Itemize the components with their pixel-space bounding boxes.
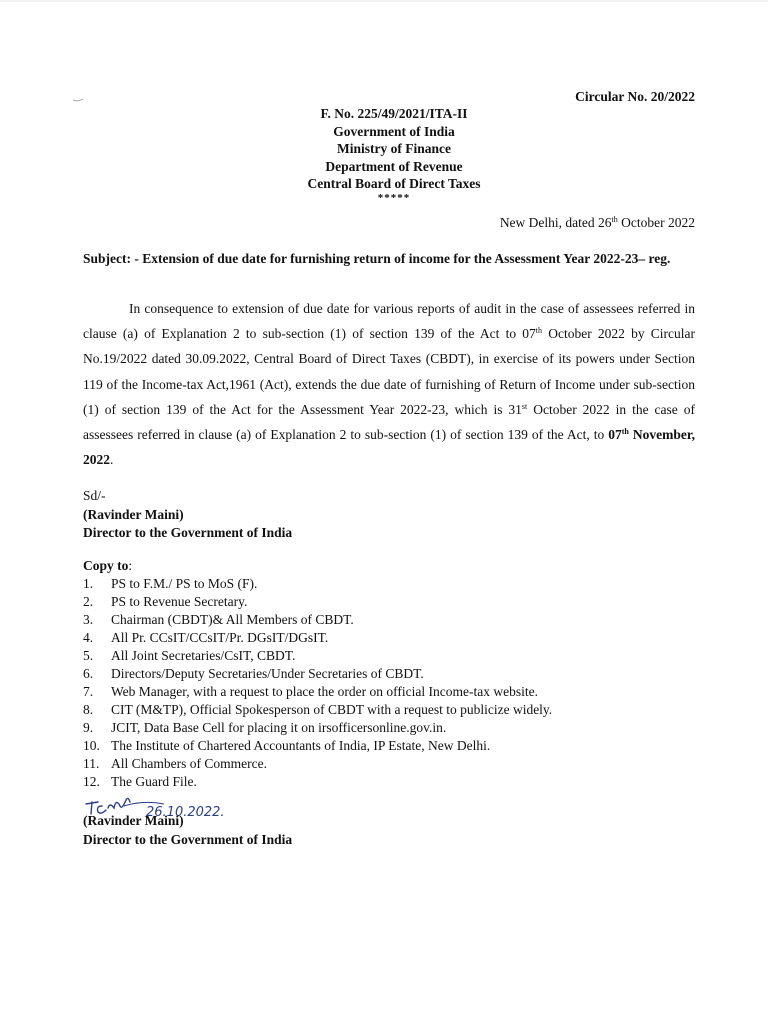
- copy-to-section: [83, 557, 552, 791]
- list-item: [83, 737, 552, 755]
- board-name: Central Board of Direct Taxes: [307, 176, 481, 191]
- list-item: [83, 701, 552, 719]
- item-text: The Guard File.: [111, 774, 197, 789]
- dated-suffix: October 2022: [617, 215, 695, 230]
- list-item: [83, 611, 552, 629]
- circular-number: Circular No. 20/2022: [575, 89, 695, 104]
- body-text-1: In consequence to extension of due date for various reports of audit in the case of assessees referred in clause (a) of Explanation 2 to sub-section (1) of section 139 of the Act to 07: [83, 301, 695, 342]
- list-item: [83, 719, 552, 737]
- item-number: 5.: [83, 648, 94, 663]
- item-text: CIT (M&TP), Official Spokesperson of CBDT with a request to publicize widely.: [111, 702, 553, 717]
- item-text: All Joint Secretaries/CsIT, CBDT.: [111, 648, 296, 663]
- item-number: 7.: [83, 684, 94, 699]
- dated-sup: th: [611, 215, 618, 224]
- item-number: 2.: [83, 594, 94, 609]
- body-paragraph: [83, 296, 695, 472]
- new-due-date-sup: th: [621, 427, 629, 437]
- copy-to-list: [83, 575, 552, 791]
- ministry-name: Ministry of Finance: [337, 141, 451, 156]
- item-text: Directors/Deputy Secretaries/Under Secretaries of CBDT.: [111, 666, 424, 681]
- signature-block-1: [83, 487, 292, 543]
- body-text-2: October 2022 by Circular No.19/2022 dated 30.09.2022, Central Board of Direct Taxes (CBDT), in exercise of its powers under Section 119 of the Income-tax Act,1961 (Act), extends the due date of furnishing of Return of Income under sub-section (1) of section 139 of the Act for the Assessment Year 2022-23, which is 31: [83, 326, 695, 417]
- item-text: All Chambers of Commerce.: [111, 756, 267, 771]
- file-number: F. No. 225/49/2021/ITA-II: [320, 106, 468, 121]
- item-number: 8.: [83, 702, 94, 717]
- body-text-3: October 2022 in the case of assessees referred in clause (a) of Explanation 2 to sub-section (1) of section 139 of the Act, to: [83, 401, 695, 443]
- item-number: 6.: [83, 666, 94, 681]
- list-item: [83, 755, 552, 773]
- government-name: Government of India: [333, 123, 455, 139]
- item-number: 12.: [83, 774, 100, 789]
- item-text: Chairman (CBDT)& All Members of CBDT.: [111, 612, 354, 627]
- list-item: [83, 593, 552, 611]
- item-text: JCIT, Data Base Cell for placing it on irsofficersonline.gov.in.: [111, 720, 447, 735]
- list-item: [83, 773, 552, 791]
- signed-mark: Sd/-: [83, 488, 106, 503]
- list-item: [83, 575, 552, 593]
- list-item: [83, 683, 552, 701]
- list-item: [83, 665, 552, 683]
- handwritten-date: 26.10.2022.: [146, 805, 225, 820]
- body-sup-2: st: [521, 401, 528, 411]
- signatory-designation: Director to the Government of India: [83, 525, 293, 540]
- scan-edge: [0, 0, 768, 2]
- copy-to-heading: [83, 557, 552, 575]
- item-text: The Institute of Chartered Accountants of India, IP Estate, New Delhi.: [111, 738, 491, 753]
- item-number: 10.: [83, 738, 100, 753]
- item-text: All Pr. CCsIT/CCsIT/Pr. DGsIT/DGsIT.: [111, 630, 329, 645]
- list-item: [83, 647, 552, 665]
- signature-block-2: [83, 812, 292, 849]
- item-number: 9.: [83, 720, 94, 735]
- item-text: Web Manager, with a request to place the order on official Income-tax website.: [111, 684, 538, 699]
- signatory-name: (Ravinder Maini): [83, 506, 184, 522]
- body-end: .: [110, 452, 114, 468]
- body-sup-1: th: [535, 326, 543, 336]
- dated-line: [500, 215, 695, 231]
- item-text: PS to Revenue Secretary.: [111, 594, 248, 609]
- dated-prefix: New Delhi, dated 26: [499, 215, 612, 230]
- item-text: PS to F.M./ PS to MoS (F).: [111, 576, 258, 591]
- department-name: Department of Revenue: [325, 158, 463, 174]
- item-number: 1.: [83, 576, 94, 591]
- letterhead: [0, 105, 768, 203]
- list-item: [83, 629, 552, 647]
- new-due-date-day: 07: [608, 427, 622, 443]
- new-due-date-rest: November, 2022: [83, 427, 695, 468]
- item-number: 11.: [83, 756, 100, 771]
- separator-stars: *****: [377, 191, 411, 204]
- subject-line: Subject: - Extension of due date for furnishing return of income for the Assessment Year 2022-23– reg.: [83, 251, 671, 266]
- signatory-name-2: (Ravinder Maini): [83, 813, 184, 828]
- copy-to-colon: :: [128, 558, 133, 573]
- signatory-designation-2: Director to the Government of India: [83, 831, 293, 847]
- item-number: 3.: [83, 612, 94, 627]
- item-number: 4.: [83, 630, 94, 645]
- scan-mark: [72, 97, 84, 103]
- copy-to-title: Copy to: [83, 558, 129, 573]
